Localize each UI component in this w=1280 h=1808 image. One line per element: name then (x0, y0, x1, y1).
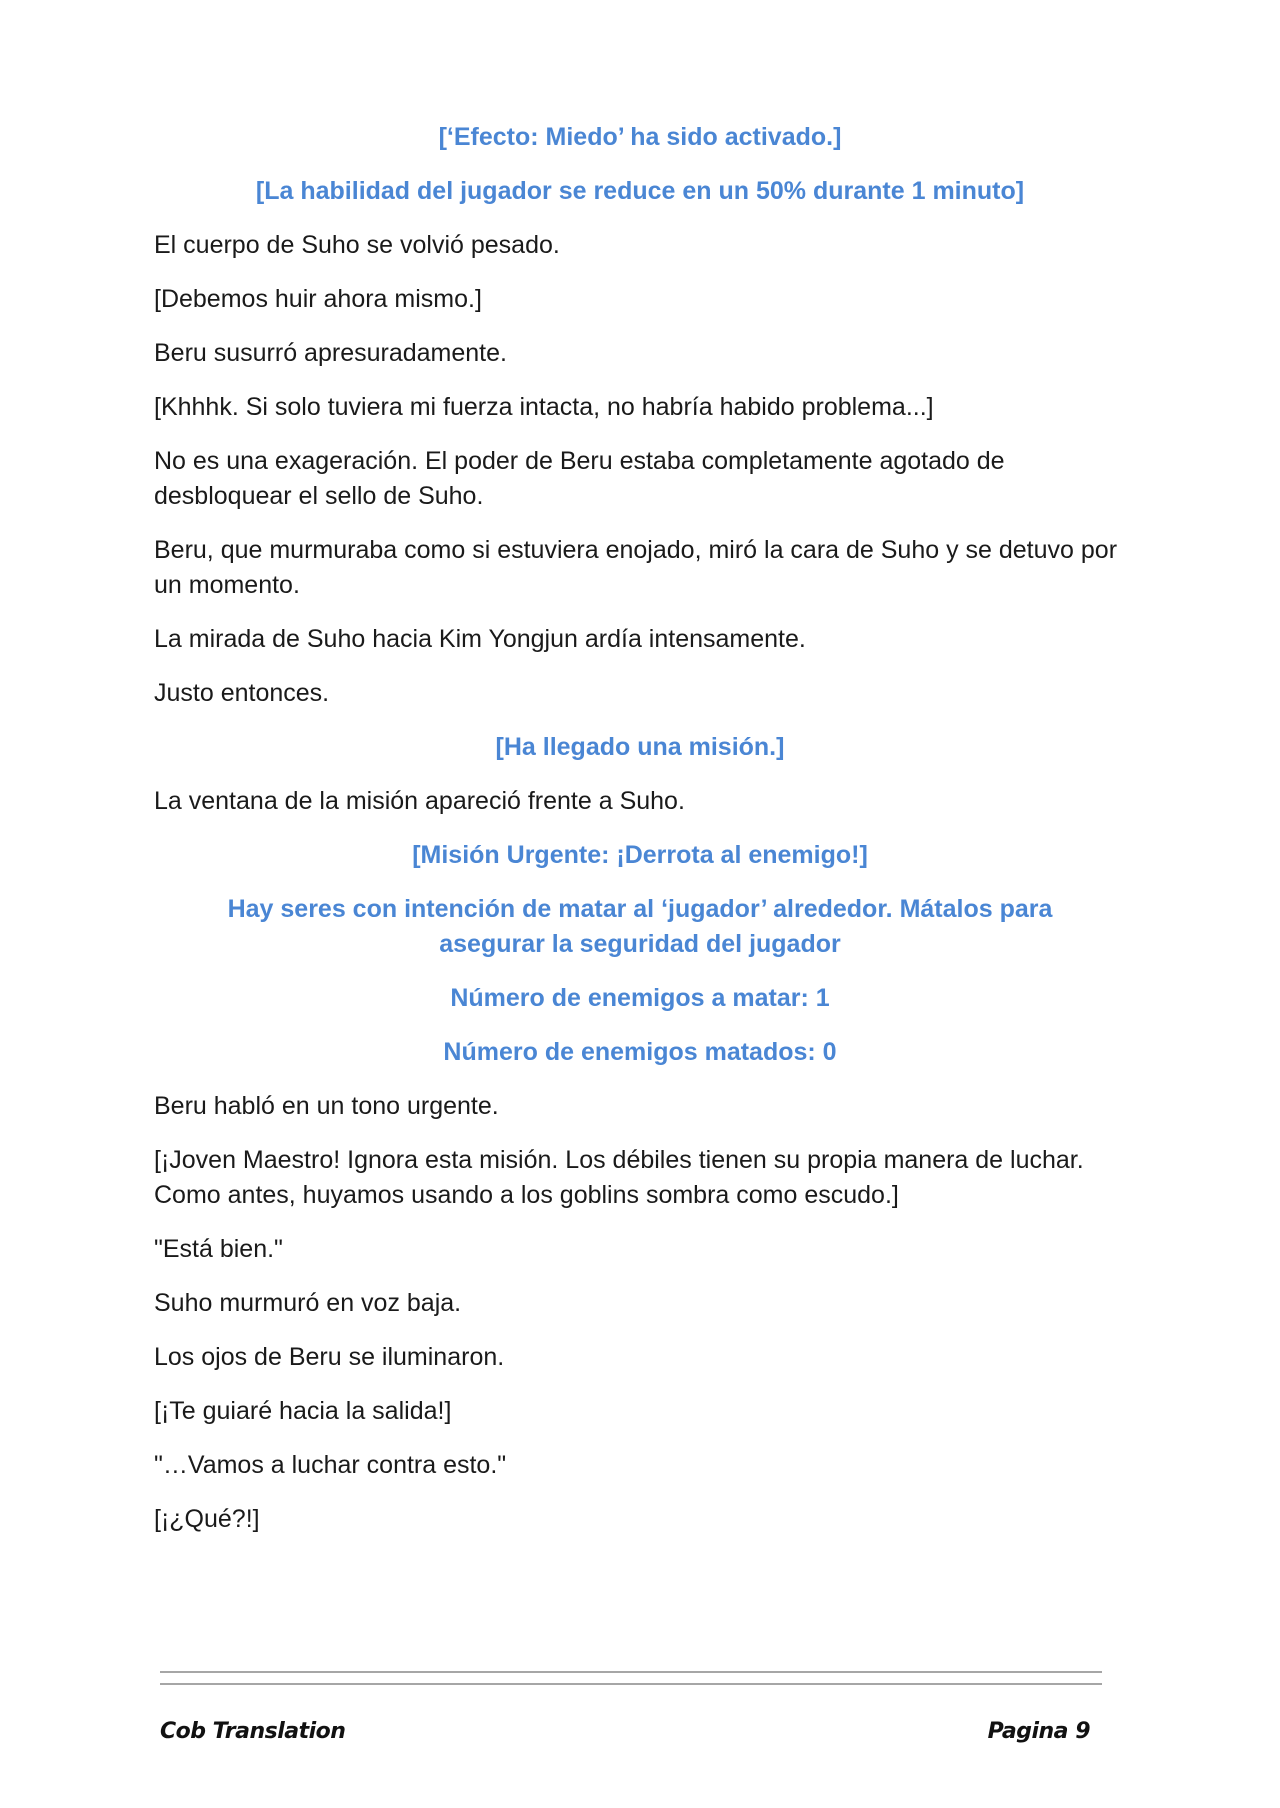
paragraph: Los ojos de Beru se iluminaron. (154, 1343, 505, 1371)
system-message: [‘Efecto: Miedo’ ha sido activado.] (438, 123, 842, 151)
footer-publisher: Cob Translation (160, 1719, 346, 1744)
footer-divider-bottom (160, 1683, 1102, 1685)
mission-title: [Misión Urgente: ¡Derrota al enemigo!] (412, 841, 868, 869)
system-message: [La habilidad del jugador se reduce en un 50% durante 1 minuto] (255, 177, 1025, 205)
paragraph: [Khhhk. Si solo tuviera mi fuerza intacta, no habría habido problema...] (154, 393, 934, 421)
paragraph: Suho murmuró en voz baja. (154, 1289, 462, 1317)
paragraph: "Está bien." (154, 1235, 283, 1263)
paragraph: [Debemos huir ahora mismo.] (154, 285, 482, 313)
paragraph: "…Vamos a luchar contra esto." (154, 1451, 507, 1479)
footer-page-number: Pagina 9 (987, 1719, 1090, 1744)
paragraph: [¡Joven Maestro! Ignora esta misión. Los débiles tienen su propia manera de luchar. Como antes, huyamos usando a los goblins sombra como escudo.] (154, 1146, 1084, 1209)
paragraph: La ventana de la misión apareció frente a Suho. (154, 787, 685, 815)
mission-target-count: Número de enemigos a matar: 1 (450, 984, 830, 1012)
paragraph: Justo entonces. (154, 679, 330, 707)
page-body (154, 120, 1126, 1556)
paragraph: Beru susurró apresuradamente. (154, 339, 507, 367)
paragraph: [¡¿Qué?!] (154, 1505, 260, 1533)
paragraph: [¡Te guiaré hacia la salida!] (154, 1397, 452, 1425)
paragraph: La mirada de Suho hacia Kim Yongjun ardía intensamente. (154, 625, 806, 653)
paragraph: No es una exageración. El poder de Beru estaba completamente agotado de desbloquear el sello de Suho. (154, 447, 1005, 510)
paragraph: El cuerpo de Suho se volvió pesado. (154, 231, 560, 259)
footer-divider-top (160, 1671, 1102, 1673)
paragraph: Beru, que murmuraba como si estuviera enojado, miró la cara de Suho y se detuvo por un momento. (154, 536, 1118, 599)
mission-kill-count: Número de enemigos matados: 0 (443, 1038, 837, 1066)
mission-description: Hay seres con intención de matar al ‘jugador’ alrededor. Mátalos para asegurar la seguridad del jugador (227, 895, 1053, 958)
paragraph: Beru habló en un tono urgente. (154, 1092, 499, 1120)
system-message: [Ha llegado una misión.] (495, 733, 785, 761)
